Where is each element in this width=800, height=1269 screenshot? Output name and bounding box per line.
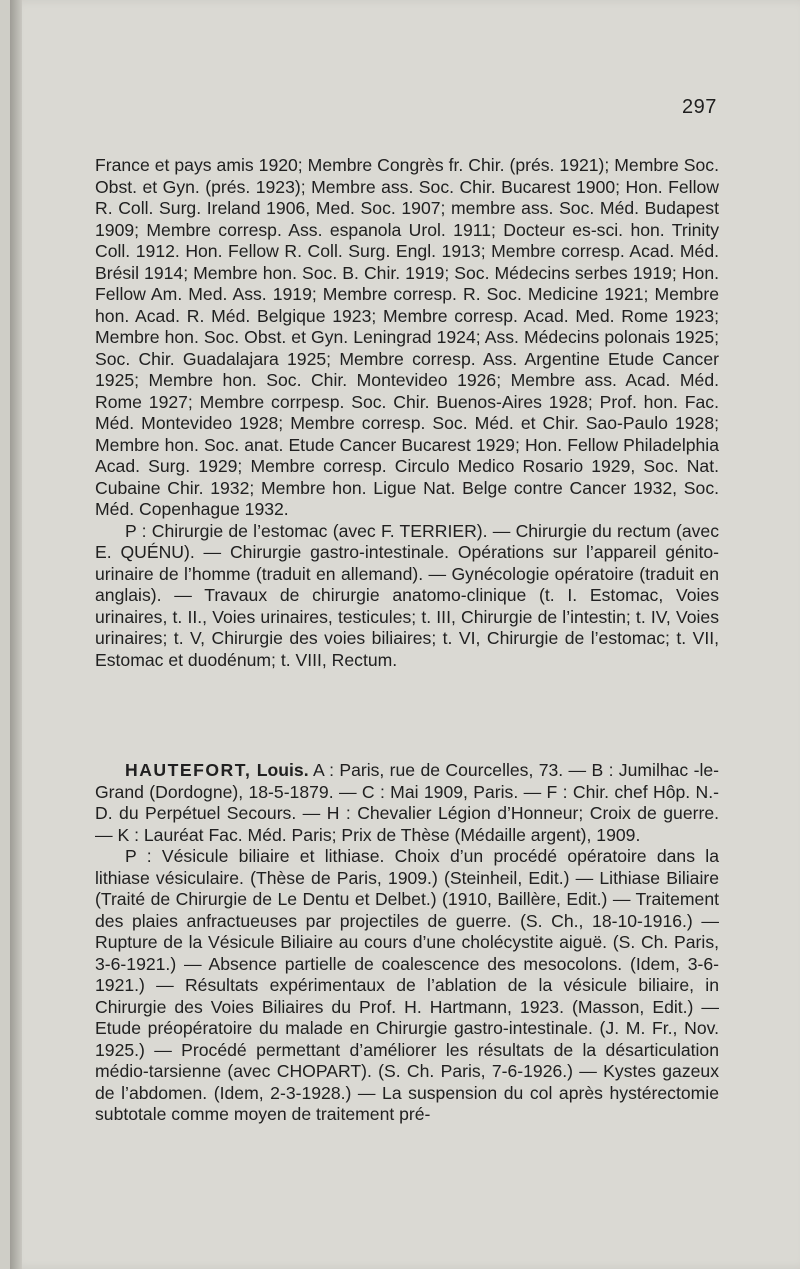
entry-header-paragraph: [95, 760, 719, 846]
entry-hautefort: [95, 760, 719, 1126]
entry-firstname: Louis.: [256, 760, 309, 780]
entry-publications-paragraph: P : Chirurgie de l’estomac (avec F. TERRIER). — Chirurgie du rectum (avec E. QUÉNU). — Chirurgie gastro-intestinale. Opérations sur l’appareil génito-urinaire de l’homme (traduit en allemand). — Gynécologie opératoire (traduit en anglais). — Travaux de chirurgie anatomo-clinique (t. I. Estomac, Voies urinaires, t. II., Voies urinaires, testicules; t. III, Chirurgie de l’intestin; t. IV, Voies urinaires; t. V, Chirurgie des voies biliaires; t. VI, Chirurgie de l’estomac; t. VII, Estomac et duodénum; t. VIII, Rectum.: [95, 520, 719, 670]
entry-biographical-details: A : Paris, rue de Courcelles, 73. — B : Jumilhac -le-Grand (Dordogne), 18-5-1879. — C : Mai 1909, Paris. — F : Chir. chef Hôp. N.-D. du Perpétuel Secours. — H : Chevalier Légion d’Honneur; Croix de guerre. — K : Lauréat Fac. Méd. Paris; Prix de Thèse (Médaille argent), 1909.: [95, 760, 719, 845]
entry-surname: HAUTEFORT,: [125, 760, 252, 780]
page-binding-shadow: [10, 0, 22, 1269]
entry-distinctions-paragraph: France et pays amis 1920; Membre Congrès fr. Chir. (prés. 1921); Membre Soc. Obst. et Gyn. (prés. 1923); Membre ass. Soc. Chir. Bucarest 1900; Hon. Fellow R. Coll. Surg. Ireland 1906, Med. Soc. 1907; membre ass. Soc. Méd. Budapest 1909; Membre corresp. Ass. espanola Urol. 1911; Docteur es-sci. hon. Trinity Coll. 1912. Hon. Fellow R. Coll. Surg. Engl. 1913; Membre corresp. Acad. Méd. Brésil 1914; Membre hon. Soc. B. Chir. 1919; Soc. Médecins serbes 1919; Hon. Fellow Am. Med. Ass. 1919; Membre corresp. R. Soc. Medicine 1921; Membre hon. Acad. R. Méd. Belgique 1923; Membre corresp. Acad. Med. Rome 1923; Membre hon. Soc. Obst. et Gyn. Leningrad 1924; Ass. Médecins polonais 1925; Soc. Chir. Guadalajara 1925; Membre corresp. Ass. Argentine Etude Cancer 1925; Membre hon. Soc. Chir. Montevideo 1926; Membre ass. Acad. Méd. Rome 1927; Membre corrpesp. Soc. Chir. Buenos-Aires 1928; Prof. hon. Fac. Méd. Montevideo 1928; Membre corresp. Soc. Méd. et Chir. Sao-Paulo 1928; Membre hon. Soc. anat. Etude Cancer Bucarest 1929; Hon. Fellow Philadelphia Acad. Surg. 1929; Membre corresp. Circulo Medico Rosario 1929, Soc. Nat. Cubaine Chir. 1932; Membre hon. Ligue Nat. Belge contre Cancer 1932, Soc. Méd. Copenhague 1932.: [95, 155, 719, 519]
previous-entry-continuation: [95, 155, 719, 671]
page-number: 297: [682, 96, 717, 118]
entry-publications-paragraph: P : Vésicule biliaire et lithiase. Choix d’un procédé opératoire dans la lithiase vésiculaire. (Thèse de Paris, 1909.) (Steinheil, Edit.) — Lithiase Biliaire (Traité de Chirurgie de Le Dentu et Delbet.) (1910, Baillère, Edit.) — Traitement des plaies anfractueuses par projectiles de guerre. (S. Ch., 18-10-1916.) — Rupture de la Vésicule Biliaire au cours d’une cholécystite aiguë. (S. Ch. Paris, 3-6-1921.) — Absence partielle de coalescence des mesocolons. (Idem, 3-6-1921.) — Résultats expérimentaux de l’ablation de la vésicule biliaire, in Chirurgie des Voies Biliaires du Prof. H. Hartmann, 1923. (Masson, Edit.) — Etude préopératoire du malade en Chirurgie gastro-intestinale. (J. M. Fr., Nov. 1925.) — Procédé permettant d’améliorer les résultats de la désarticulation médio-tarsienne (avec CHOPART). (S. Ch. Paris, 7-6-1926.) — Kystes gazeux de l’abdomen. (Idem, 2-3-1928.) — La suspension du col après hystérectomie subtotale comme moyen de traitement pré-: [95, 846, 719, 1124]
book-page: [10, 0, 800, 1269]
